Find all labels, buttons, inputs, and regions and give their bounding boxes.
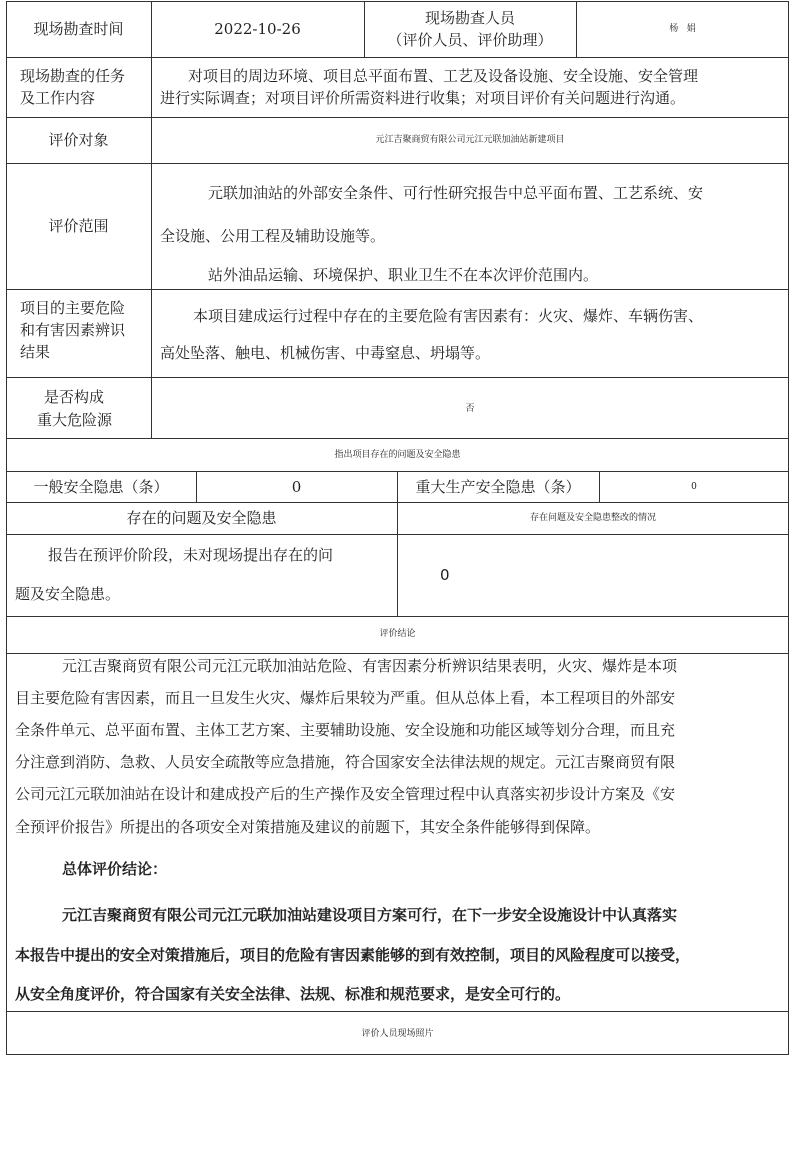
conclusion-section-title: 评价结论 bbox=[379, 629, 416, 639]
major-hazard-label: 是否构成 bbox=[44, 388, 105, 406]
major-hazard-value: 否 bbox=[465, 404, 475, 414]
survey-time-label: 现场勘查时间 bbox=[33, 20, 124, 38]
surveyor-value: 杨 娟 bbox=[669, 24, 696, 34]
photos-section-title: 评价人员现场照片 bbox=[361, 1029, 434, 1039]
row-divider bbox=[6, 57, 789, 58]
row-divider bbox=[6, 1011, 789, 1012]
task-label-2: 及工作内容 bbox=[20, 89, 96, 107]
hazards-label-3: 结果 bbox=[20, 343, 51, 361]
overall-conclusion-line: 从安全角度评价，符合国家有关安全法律、法规、标准和规范要求，是安全可行的。 bbox=[15, 985, 571, 1003]
general-hazard-value: 0 bbox=[291, 478, 302, 496]
col-divider bbox=[151, 1, 152, 438]
row-divider bbox=[6, 377, 789, 378]
hazards-text-2: 高处坠落、触电、机械伤害、中毒窒息、坍塌等。 bbox=[160, 344, 491, 362]
hazards-label-2: 和有害因素辨识 bbox=[20, 321, 126, 339]
scope-text-2: 全设施、公用工程及辅助设施等。 bbox=[160, 227, 386, 245]
rectify-value: 0 bbox=[440, 566, 450, 584]
hazards-text: 本项目建成运行过程中存在的主要危险有害因素有：火灾、爆炸、车辆伤害、 bbox=[193, 307, 704, 325]
major-hazard-count-value: 0 bbox=[691, 482, 697, 492]
scope-label: 评价范围 bbox=[48, 217, 109, 235]
conclusion-line: 全预评价报告》所提出的各项安全对策措施及建议的前题下，其安全条件能够得到保障。 bbox=[15, 818, 601, 836]
survey-time-value: 2022-10-26 bbox=[214, 20, 301, 38]
row-divider bbox=[6, 163, 789, 164]
existing-issues-header: 存在的问题及安全隐患 bbox=[126, 509, 277, 527]
conclusion-line: 分注意到消防、急救、人员安全疏散等应急措施，符合国家安全法律法规的规定。元江吉聚商贸有限 bbox=[15, 753, 676, 771]
scope-text-3: 站外油品运输、环境保护、职业卫生不在本次评价范围内。 bbox=[208, 266, 599, 284]
surveyor-label: 现场勘查人员 bbox=[424, 9, 515, 27]
hazards-label: 项目的主要危险 bbox=[20, 299, 126, 317]
overall-conclusion-title: 总体评价结论： bbox=[62, 860, 168, 878]
major-hazard-label-2: 重大危险源 bbox=[37, 411, 113, 429]
conclusion-line: 全条件单元、总平面布置、主体工艺方案、主要辅助设施、安全设施和功能区域等划分合理，而且充 bbox=[15, 721, 676, 739]
conclusion-line: 公司元江元联加油站在设计和建成投产后的生产操作及安全管理过程中认真落实初步设计方案及《安 bbox=[15, 785, 676, 803]
existing-issues-text-2: 题及安全隐患。 bbox=[15, 585, 121, 603]
row-divider bbox=[6, 117, 789, 118]
object-label: 评价对象 bbox=[48, 131, 109, 149]
surveyor-label-sub: （评价人员、评价助理） bbox=[387, 31, 553, 49]
conclusion-line: 元江吉聚商贸有限公司元江元联加油站危险、有害因素分析辨识结果表明，火灾、爆炸是本项 bbox=[62, 657, 678, 675]
task-label: 现场勘查的任务 bbox=[20, 67, 126, 85]
task-text: 对项目的周边环境、项目总平面布置、工艺及设备设施、安全设施、安全管理 bbox=[188, 67, 699, 85]
overall-conclusion-line: 本报告中提出的安全对策措施后，项目的危险有害因素能够的到有效控制，项目的风险程度可以接受， bbox=[15, 946, 691, 964]
general-hazard-label: 一般安全隐患（条） bbox=[33, 478, 169, 496]
major-hazard-count-label: 重大生产安全隐患（条） bbox=[415, 478, 581, 496]
row-divider bbox=[6, 438, 789, 439]
row-divider bbox=[6, 616, 789, 617]
task-text-2: 进行实际调查；对项目评价所需资料进行收集；对项目评价有关问题进行沟通。 bbox=[160, 89, 686, 107]
rectify-header: 存在问题及安全隐患整改的情况 bbox=[529, 513, 656, 523]
overall-conclusion-line: 元江吉聚商贸有限公司元江元联加油站建设项目方案可行，在下一步安全设施设计中认真落实 bbox=[62, 906, 678, 924]
row-divider bbox=[6, 289, 789, 290]
object-value: 元江吉聚商贸有限公司元江元联加油站新建项目 bbox=[375, 135, 565, 145]
row-divider bbox=[6, 653, 789, 654]
existing-issues-text: 报告在预评价阶段，未对现场提出存在的问 bbox=[48, 546, 334, 564]
issues-section-title: 指出项目存在的问题及安全隐患 bbox=[334, 450, 461, 460]
scope-text: 元联加油站的外部安全条件、可行性研究报告中总平面布置、工艺系统、安 bbox=[208, 184, 704, 202]
conclusion-line: 目主要危险有害因素，而且一旦发生火灾、爆炸后果较为严重。但从总体上看，本工程项目的外部安 bbox=[15, 689, 676, 707]
